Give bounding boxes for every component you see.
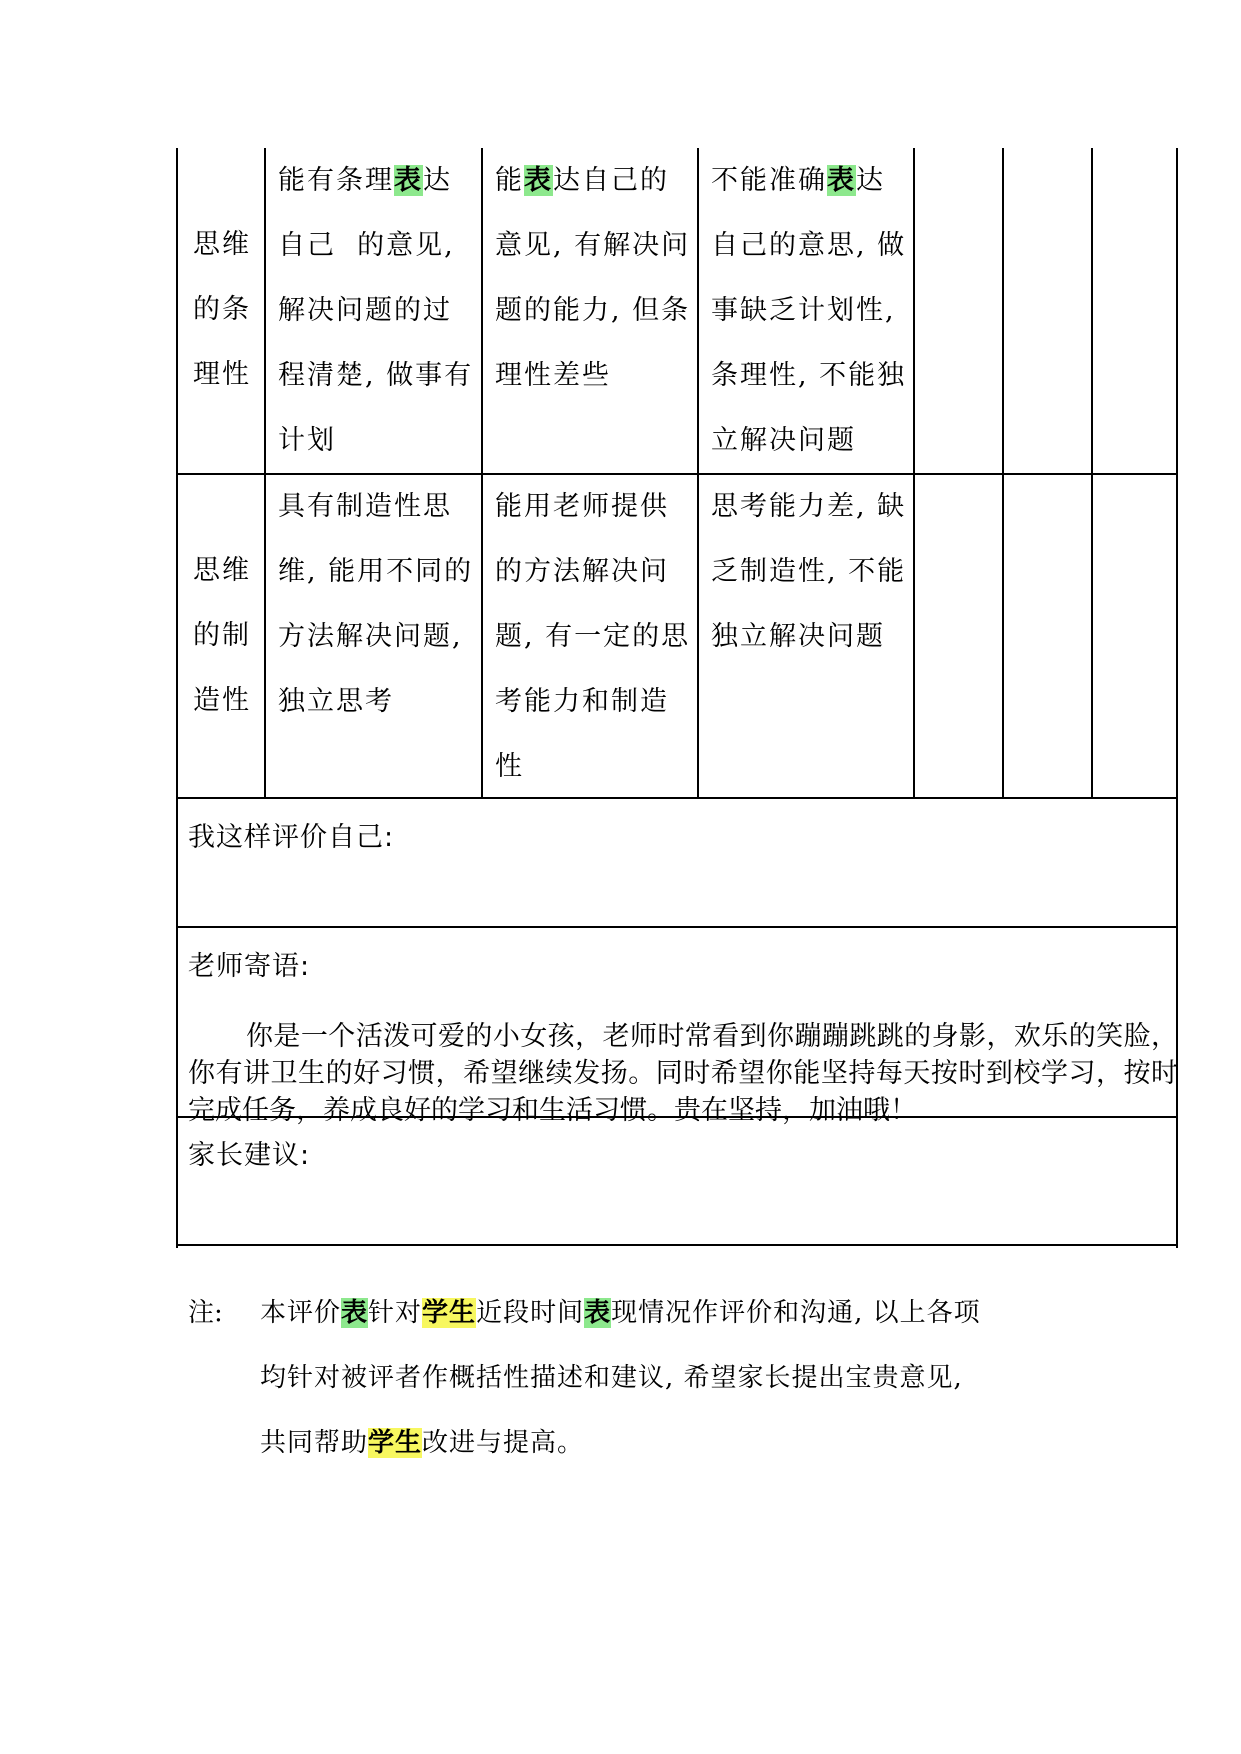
cell-text: 事缺乏计划性, — [711, 295, 896, 326]
highlighted-word: 学生 — [368, 1428, 423, 1458]
self-evaluation-title: 我这样评价自己: — [188, 822, 395, 853]
cell-text: 乏制造性, 不能 — [711, 556, 907, 587]
needs-work-cell — [711, 148, 906, 473]
cell-line — [711, 539, 906, 604]
cell-text: 意见, 有解决问 — [495, 230, 691, 261]
cell-text: 独立思考 — [278, 686, 394, 717]
cell-line — [278, 408, 473, 473]
cell-line — [711, 408, 906, 473]
cell-text: 能用老师提供 — [495, 491, 669, 522]
good-cell — [495, 474, 690, 799]
note-text: 本评价 — [260, 1298, 342, 1328]
cell-line — [278, 213, 473, 278]
criterion-cell — [193, 212, 251, 407]
parent-suggestion-title: 家长建议: — [188, 1140, 311, 1171]
cell-line — [495, 213, 690, 278]
cell-text: 理性差些 — [495, 360, 611, 391]
cell-line — [278, 278, 473, 343]
excellent-cell — [278, 148, 473, 473]
cell-line — [711, 213, 906, 278]
cell-text: 题的能力, 但条 — [495, 295, 691, 326]
table-border-left — [176, 148, 178, 1248]
row-divider — [176, 926, 1178, 928]
cell-text: 思维 — [193, 229, 251, 260]
cell-line — [278, 343, 473, 408]
cell-line — [278, 474, 473, 539]
cell-line — [278, 604, 473, 669]
note-text: 改进与提高。 — [422, 1428, 585, 1458]
cell-line — [495, 539, 690, 604]
cell-line — [711, 278, 906, 343]
cell-text: 题, 有一定的思 — [495, 621, 691, 652]
cell-text: 性 — [495, 751, 524, 782]
highlighted-word: 表 — [827, 165, 856, 196]
cell-text: 维, 能用不同的 — [278, 556, 474, 587]
cell-text: 条理性, 不能独 — [711, 360, 907, 391]
cell-text: 具有制造性思 — [278, 491, 452, 522]
cell-line — [711, 343, 906, 408]
cell-text: 达 — [423, 165, 452, 196]
needs-work-cell — [711, 474, 906, 669]
cell-line — [193, 277, 251, 342]
cell-text: 造性 — [193, 685, 251, 716]
cell-line — [495, 278, 690, 343]
cell-text: 的制 — [193, 620, 251, 651]
note-line — [260, 1293, 981, 1333]
teacher-comment: 你是一个活泼可爱的小女孩，老师时常看到你蹦蹦跳跳的身影，欢乐的笑脸，你有讲卫生的好习惯，希望继续发扬。同时希望你能坚持每天按时到校学习，按时完成任务，养成良好的学习和生活习惯。贵在坚持，加油哦！ — [188, 1021, 1178, 1126]
cell-text: 计划 — [278, 425, 336, 456]
cell-text: 自己的意思, 做 — [711, 230, 907, 261]
cell-line — [193, 668, 251, 733]
cell-line — [495, 734, 690, 799]
cell-line — [495, 148, 690, 213]
table-border-bottom — [176, 1244, 1178, 1246]
highlighted-word: 表 — [584, 1298, 612, 1328]
note-line — [260, 1423, 584, 1463]
cell-text: 思维 — [193, 555, 251, 586]
note-text: 现情况作评价和沟通, 以上各项 — [611, 1298, 981, 1328]
cell-text: 方法解决问题, — [278, 621, 463, 652]
cell-text: 程清楚, 做事有 — [278, 360, 474, 391]
criterion-cell — [193, 538, 251, 733]
cell-line — [193, 212, 251, 277]
good-cell — [495, 148, 690, 408]
cell-line — [278, 669, 473, 734]
highlighted-word: 学生 — [422, 1298, 477, 1328]
cell-line — [278, 148, 473, 213]
cell-line — [193, 342, 251, 407]
note-text: 针对 — [368, 1298, 423, 1328]
cell-line — [495, 474, 690, 539]
cell-line — [711, 604, 906, 669]
cell-text: 达自己的 — [553, 165, 669, 196]
cell-line — [711, 148, 906, 213]
cell-text: 的方法解决问 — [495, 556, 669, 587]
highlighted-word: 表 — [524, 165, 553, 196]
excellent-cell — [278, 474, 473, 734]
cell-text: 能 — [495, 165, 524, 196]
note-line — [260, 1358, 963, 1398]
cell-line — [495, 669, 690, 734]
note-label: 注: — [188, 1298, 223, 1328]
cell-line — [495, 343, 690, 408]
note-text: 近段时间 — [476, 1298, 585, 1328]
cell-text: 理性 — [193, 359, 251, 390]
cell-line — [278, 539, 473, 604]
cell-line — [495, 604, 690, 669]
teacher-message-title: 老师寄语: — [188, 951, 311, 982]
cell-text: 不能准确 — [711, 165, 827, 196]
highlighted-word: 表 — [394, 165, 423, 196]
cell-line — [711, 474, 906, 539]
cell-text: 自己 的意见, — [278, 230, 455, 261]
cell-text: 解决问题的过 — [278, 295, 452, 326]
cell-text: 考能力和制造 — [495, 686, 669, 717]
cell-text: 能有条理 — [278, 165, 394, 196]
cell-text: 独立解决问题 — [711, 621, 885, 652]
cell-line — [193, 603, 251, 668]
cell-text: 的条 — [193, 294, 251, 325]
cell-text: 思考能力差, 缺 — [711, 491, 907, 522]
cell-text: 达 — [856, 165, 885, 196]
cell-line — [193, 538, 251, 603]
note-text: 共同帮助 — [260, 1428, 369, 1458]
cell-text: 立解决问题 — [711, 425, 856, 456]
note-text: 均针对被评者作概括性描述和建议, 希望家长提出宝贵意见, — [260, 1363, 963, 1393]
highlighted-word: 表 — [341, 1298, 369, 1328]
